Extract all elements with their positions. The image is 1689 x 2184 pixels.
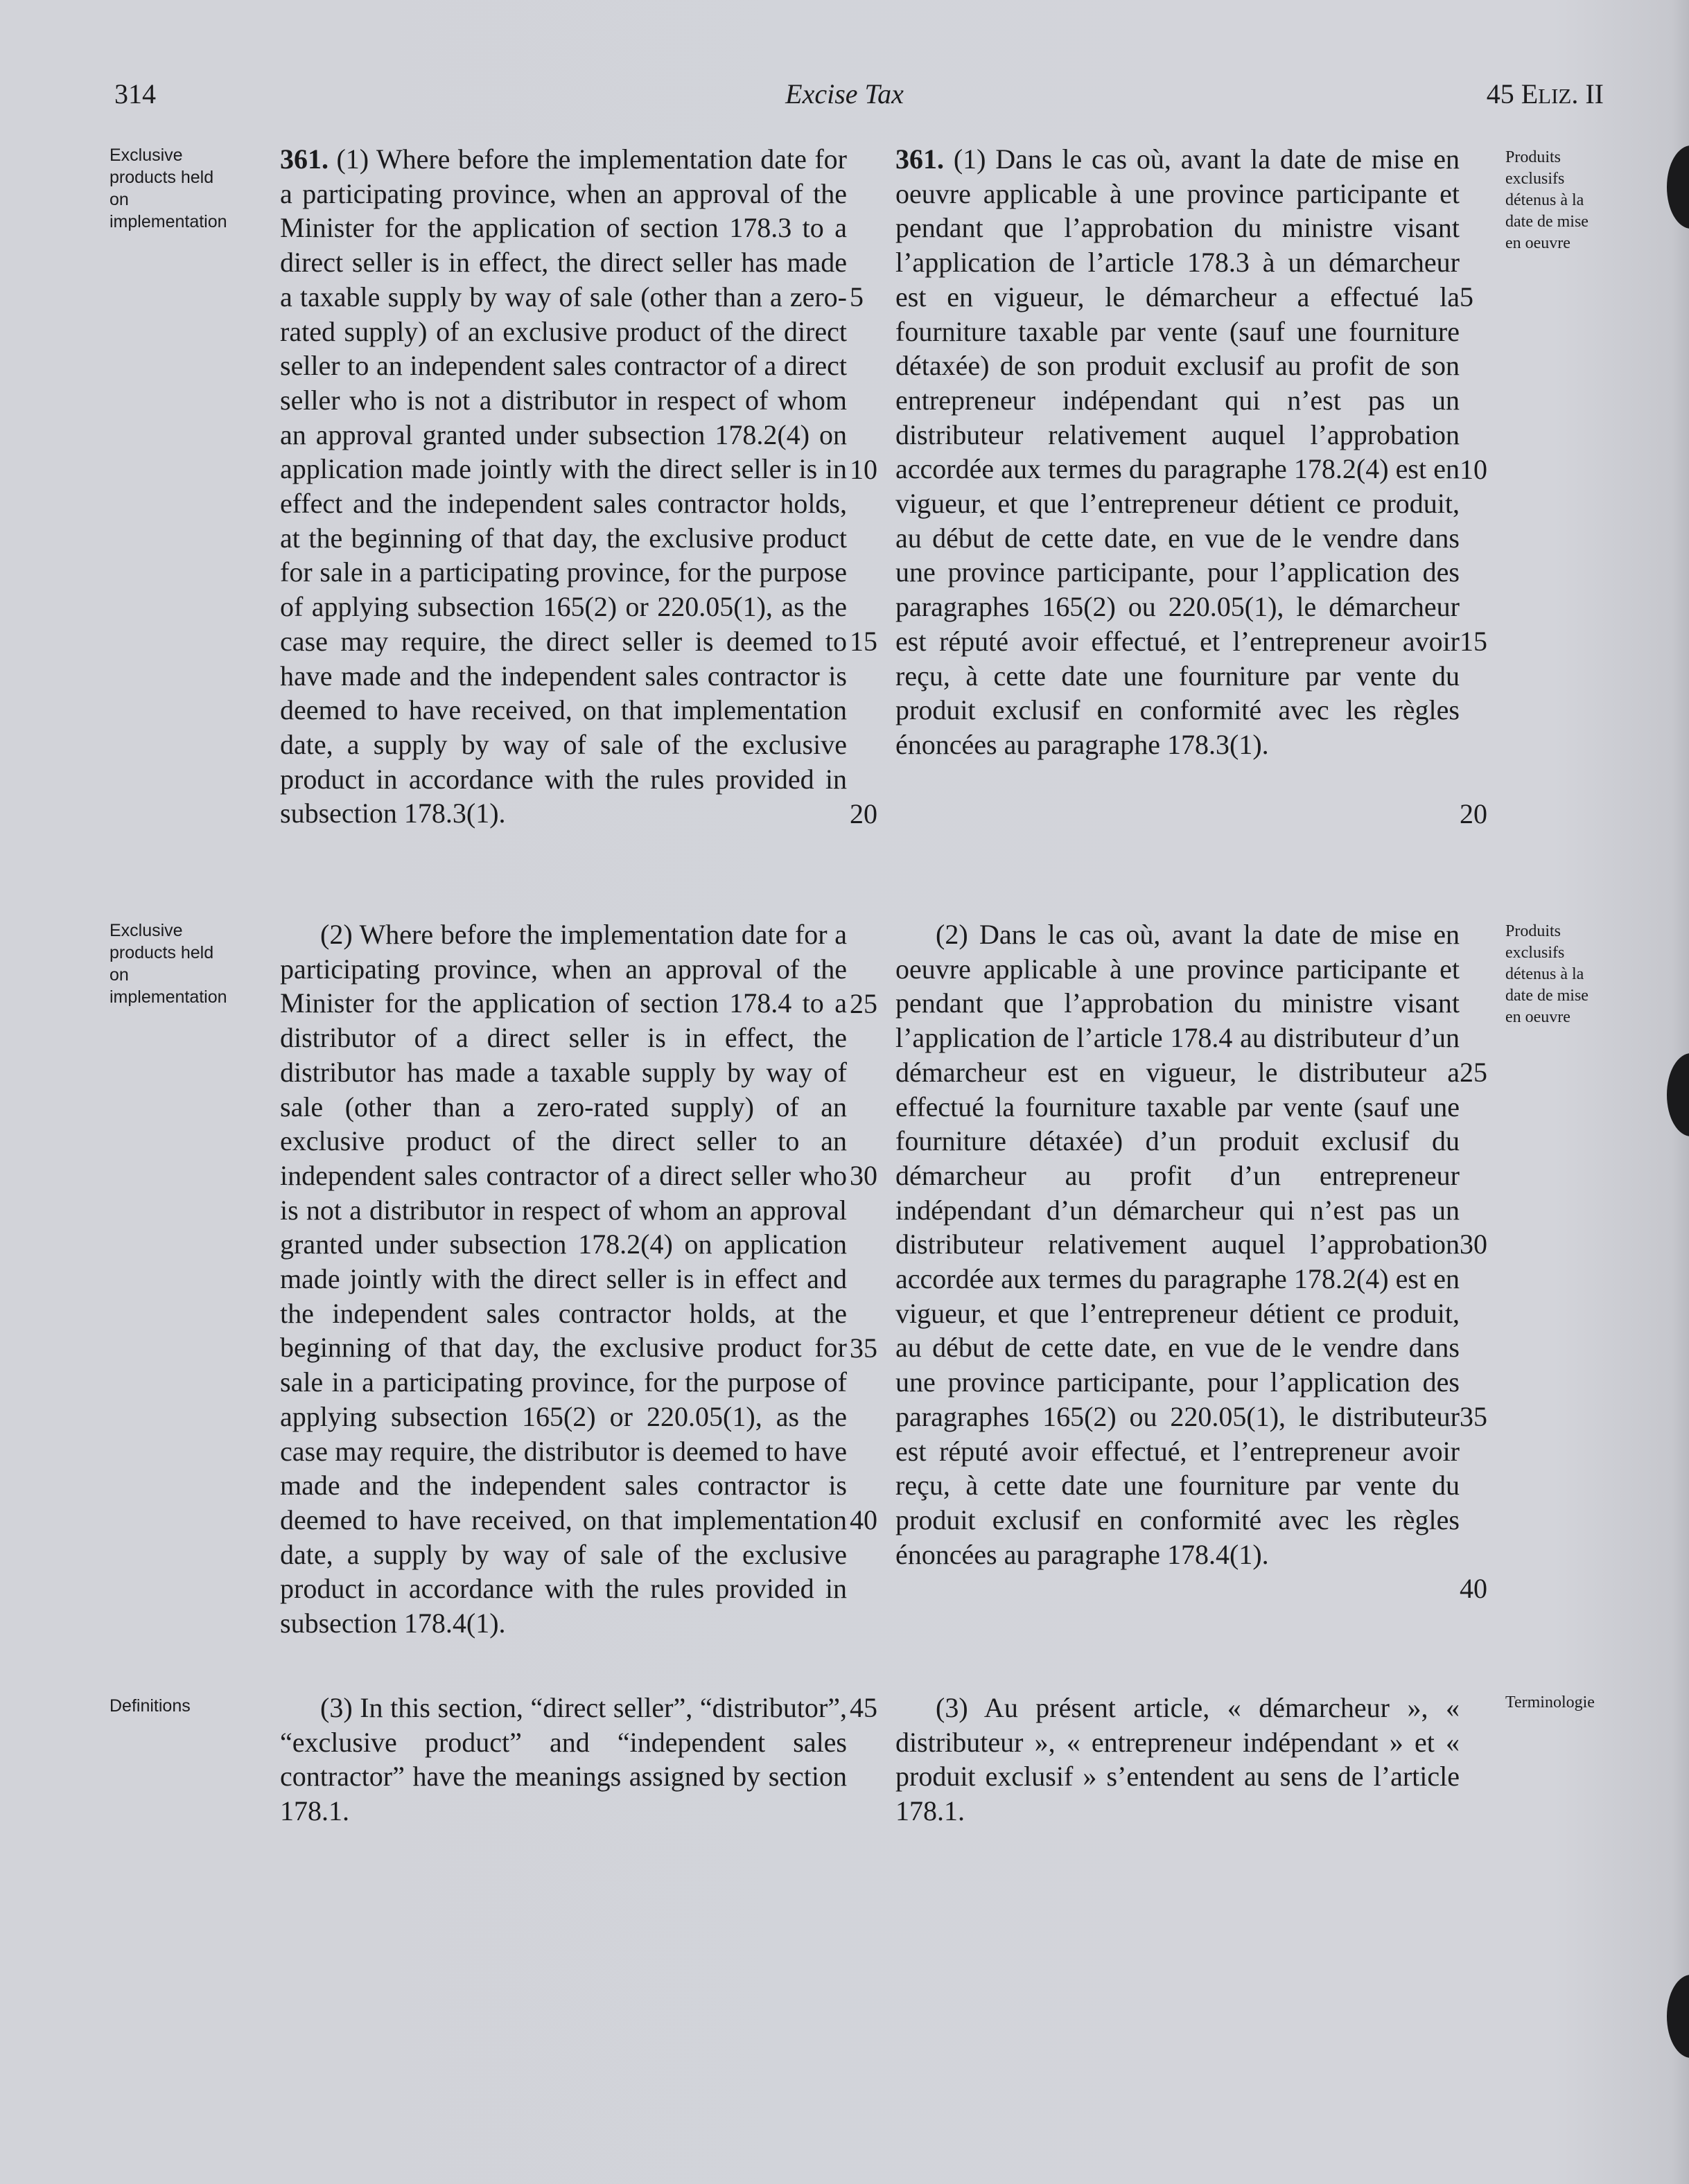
provision-fr	[895, 917, 1460, 1571]
paragraph-text: (2) Dans le cas où, avant la date de mise en oeuvre applicable à une province participante et pendant que l’approbation du ministre visant l’application de l’article 178.4 au distributeur d’un démarcheur est en vigueur, le distributeur a effectué la fourniture taxable par vente (sauf une fourniture détaxée) d’un produit exclusif du démarcheur au profit d’un entrepreneur indépendant d’un démarcheur qui n’est pas un distributeur relativement auquel l’approbation accordée aux termes du paragraphe 178.2(4) est en vigueur, et que l’entrepreneur détient ce produit, au début de cette date, en vue de le vendre dans une province participante, pour l’application des paragraphes 165(2) ou 220.05(1), le distributeur est réputé avoir effectué, et l’entrepreneur avoir reçu, à cette date une fourniture par vente du produit exclusif en conformité avec les règles énoncées au paragraphe 178.4(1).	[895, 919, 1460, 1570]
line-number: 5	[1460, 281, 1473, 312]
line-number: 30	[1460, 1228, 1487, 1260]
marginal-note-fr: Produits exclusifs détenus à la date de mise en oeuvre	[1505, 148, 1589, 252]
provision-fr	[895, 1691, 1460, 1829]
line-number: 45	[850, 1692, 877, 1723]
line-number: 35	[1460, 1401, 1487, 1432]
line-number: 15	[850, 626, 877, 657]
line-number: 25	[850, 988, 877, 1019]
marginal-note-en: Definitions	[110, 1696, 191, 1716]
line-number: 20	[1460, 798, 1487, 829]
provision-fr	[895, 142, 1460, 762]
running-title: Excise Tax	[785, 78, 904, 109]
session-label: 45 ELIZ. II	[1486, 78, 1604, 109]
paragraph-text: 361. (1) Where before the implementation date for a participating province, when an approval of the Minister for the application of section 178.3 to a direct seller is in effect, the direct seller has made a taxable supply by way of sale (other than a zero-rated supply) of an exclusive product of the direct seller to an independent sales contractor of a direct seller who is not a distributor in respect of whom an approval granted under subsection 178.2(4) on application made jointly with the direct seller is in effect and the independent sales contractor holds, at the beginning of that day, the exclusive product for sale in a participating province, for the purpose of applying subsection 165(2) or 220.05(1), as the case may require, the direct seller is deemed to have made and the independent sales contractor is deemed to have received, on that implementation date, a supply by way of sale of the exclusive product in accordance with the rules provided in subsection 178.3(1).	[280, 143, 847, 829]
marginal-note-en: Exclusive products held on implementation	[110, 146, 227, 231]
line-number: 35	[850, 1332, 877, 1364]
paragraph-text: (3) Au présent article, « démarcheur », « distributeur », « entrepreneur indépendant » et « produit exclusif » s’entendent au sens de l’article 178.1.	[895, 1692, 1460, 1827]
line-number: 5	[850, 281, 864, 312]
line-number: 10	[850, 454, 877, 485]
line-number: 30	[850, 1160, 877, 1191]
paragraph-text: 361. (1) Dans le cas où, avant la date de mise en oeuvre applicable à une province participante et pendant que l’approbation du ministre visant l’application de l’article 178.3 à un démarcheur est en vigueur, le démarcheur a effectué la fourniture taxable par vente (sauf une fourniture détaxée) de son produit exclusif au profit de son entrepreneur indépendant qui n’est pas un distributeur relativement auquel l’approbation accordée aux termes du paragraphe 178.2(4) est en vigueur, et que l’entrepreneur détient ce produit, au début de cette date, en vue de le vendre dans une province participante, pour l’application des paragraphes 165(2) ou 220.05(1), le démarcheur est réputé avoir effectué, et l’entrepreneur avoir reçu, à cette date une fourniture par vente du produit exclusif en conformité avec les règles énoncées au paragraphe 178.3(1).	[895, 143, 1460, 760]
line-number: 15	[1460, 626, 1487, 657]
provision-en	[280, 142, 847, 831]
paragraph-text: (2) Where before the implementation date for a participating province, when an approval of the Minister for the application of section 178.4 to a distributor of a direct seller is in effect, the distributor has made a taxable supply by way of sale (other than a zero-rated supply) of an exclusive product of the direct seller to an independent sales contractor of a direct seller who is not a distributor in respect of whom an approval granted under subsection 178.2(4) on application made jointly with the direct seller is in effect and the independent sales contractor holds, at the beginning of that day, the exclusive product for sale in a participating province, for the purpose of applying subsection 165(2) or 220.05(1), as the case may require, the distributor is deemed to have made and the independent sales contractor is deemed to have received, on that implementation date, a supply by way of sale of the exclusive product in accordance with the rules provided in subsection 178.4(1).	[280, 919, 847, 1639]
line-number: 40	[850, 1504, 877, 1535]
provision-en	[280, 1691, 847, 1829]
line-number: 20	[850, 798, 877, 829]
line-number: 25	[1460, 1057, 1487, 1088]
paragraph-text: (3) In this section, “direct seller”, “distributor”, “exclusive product” and “independent sales contractor” have the meanings assigned by section 178.1.	[280, 1692, 847, 1827]
marginal-note-fr: Terminologie	[1505, 1693, 1595, 1711]
line-number: 40	[1460, 1573, 1487, 1604]
line-number: 10	[1460, 454, 1487, 485]
section-number: 361.	[895, 143, 944, 175]
marginal-note-en: Exclusive products held on implementation	[110, 921, 227, 1007]
page-number: 314	[114, 78, 156, 109]
marginal-note-fr: Produits exclusifs détenus à la date de mise en oeuvre	[1505, 922, 1589, 1026]
provision-en	[280, 917, 847, 1641]
section-number: 361.	[280, 143, 329, 175]
